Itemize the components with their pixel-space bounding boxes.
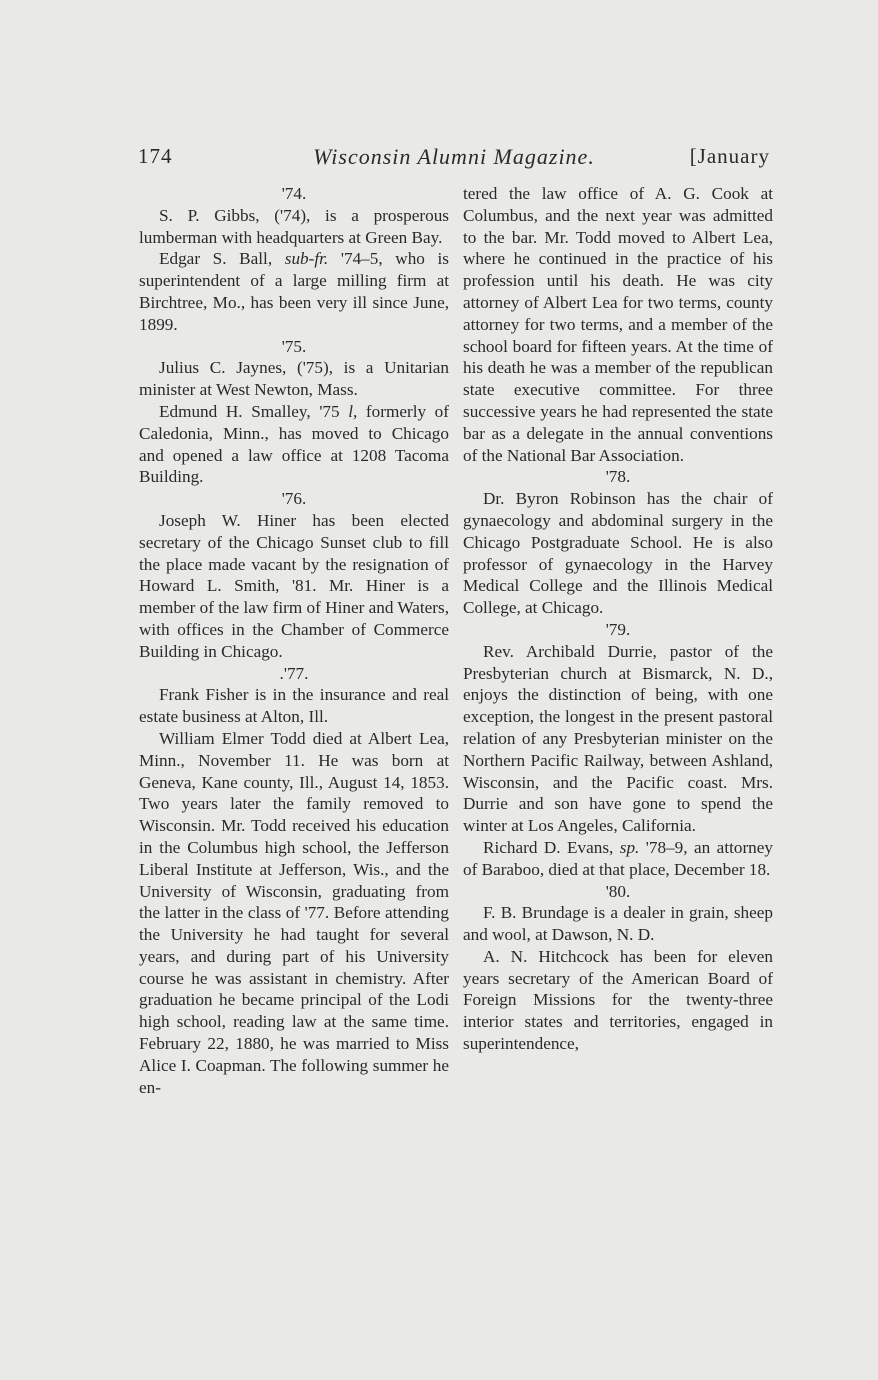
right-column bbox=[463, 183, 773, 1055]
class-year-heading: '80. bbox=[605, 881, 631, 901]
note-ball bbox=[139, 248, 449, 335]
smalley-name: Edmund H. Smalley, '75 bbox=[159, 401, 349, 421]
note-jaynes: Julius C. Jaynes, ('75), is a Unitarian minister at West Newton, Mass. bbox=[139, 358, 449, 400]
class-year-heading: '78. bbox=[605, 467, 631, 487]
class-year-heading: '76. bbox=[281, 489, 307, 509]
note-evans bbox=[463, 837, 773, 881]
ball-text: '74–5, who is superintendent of a large milling firm at Birchtree, Mo., has been very ill since June, 1899. bbox=[139, 249, 449, 334]
note-hiner: Joseph W. Hiner has been elected secretary of the Chicago Sunset club to fill the place made vacant by the resignation of Howard L. Smith, '81. Mr. Hiner is a member of the law firm of Hiner and Waters, with offices in the Chamber of Commerce Building in Chicago. bbox=[139, 510, 449, 661]
class-year-heading: '79. bbox=[605, 619, 631, 639]
note-todd-continued: tered the law office of A. G. Cook at Columbus, and the next year was admitted to the bar. Mr. Todd moved to Albert Lea, where he continued in the practice of his profession until his death. He was city attorney of Albert Lea for two terms, county attorney for two terms, and a member of the school board for fifteen years. At the time of his death he was a member of the republican state executive committee. For three successive years he had represented the state bar as a delegate in the annual conventions of the National Bar Association. bbox=[463, 184, 773, 465]
smalley-tag: l, bbox=[348, 401, 358, 421]
smalley-text: formerly of Caledonia, Minn., has moved to Chicago and opened a law office at 1208 Tacoma Building. bbox=[139, 401, 450, 487]
page-header bbox=[138, 140, 770, 176]
class-year-heading: '74. bbox=[281, 184, 307, 203]
left-column bbox=[139, 183, 449, 1098]
evans-text: '78–9, an attorney of Baraboo, died at that place, December 18. bbox=[463, 837, 773, 879]
ball-tag: sub-fr. bbox=[284, 249, 329, 269]
note-fisher: Frank Fisher is in the insurance and real estate business at Alton, Ill. bbox=[139, 685, 449, 727]
note-smalley bbox=[139, 401, 449, 488]
evans-tag: sp. bbox=[619, 837, 640, 857]
class-year-heading: '75. bbox=[281, 336, 307, 356]
magazine-title: Wisconsin Alumni Magazine. bbox=[313, 144, 595, 169]
note-robinson: Dr. Byron Robinson has the chair of gynaecology and abdominal surgery in the Chicago Postgraduate School. He is also professor of gynaecology in the Harvey Medical College and the Illinois Medical College, at Chicago. bbox=[463, 489, 773, 618]
note-todd: William Elmer Todd died at Albert Lea, Minn., November 11. He was born at Geneva, Kane county, Ill., August 14, 1853. Two years later the family removed to Wisconsin. Mr. Todd received his education in the Columbus high school, the Jefferson Liberal Institute at Jefferson, Wis., and the University of Wisconsin, graduating from the latter in the class of '77. Before attending the University he had taught for several years, and during part of his University course he was assistant in chemistry. After graduation he became principal of the Lodi high school, reading law at the same time. February 22, 1880, he was married to Miss Alice I. Coapman. The following summer he en- bbox=[139, 728, 449, 1097]
ball-name: Edgar S. Ball, bbox=[159, 249, 285, 269]
note-durrie: Rev. Archibald Durrie, pastor of the Presbyterian church at Bismarck, N. D., enjoys the distinction of being, with one exception, the longest in the present pastoral relation of any Presbyterian minister on the Northern Pacific Railway, between Ashland, Wisconsin, and the Pacific coast. Mrs. Durrie and son have gone to spend the winter at Los Angeles, California. bbox=[463, 641, 773, 836]
note-hitchcock: A. N. Hitchcock has been for eleven years secretary of the American Board of Foreign Missions for the twenty-three interior states and territories, engaged in superintendence, bbox=[463, 946, 773, 1054]
issue-month: [January bbox=[689, 144, 770, 168]
class-year-heading: .'77. bbox=[279, 663, 309, 683]
page-number: 174 bbox=[138, 144, 173, 168]
note-gibbs: S. P. Gibbs, ('74), is a prosperous lumberman with headquarters at Green Bay. bbox=[139, 205, 449, 247]
note-brundage: F. B. Brundage is a dealer in grain, sheep and wool, at Dawson, N. D. bbox=[463, 903, 773, 945]
evans-name: Richard D. Evans, bbox=[483, 837, 620, 857]
